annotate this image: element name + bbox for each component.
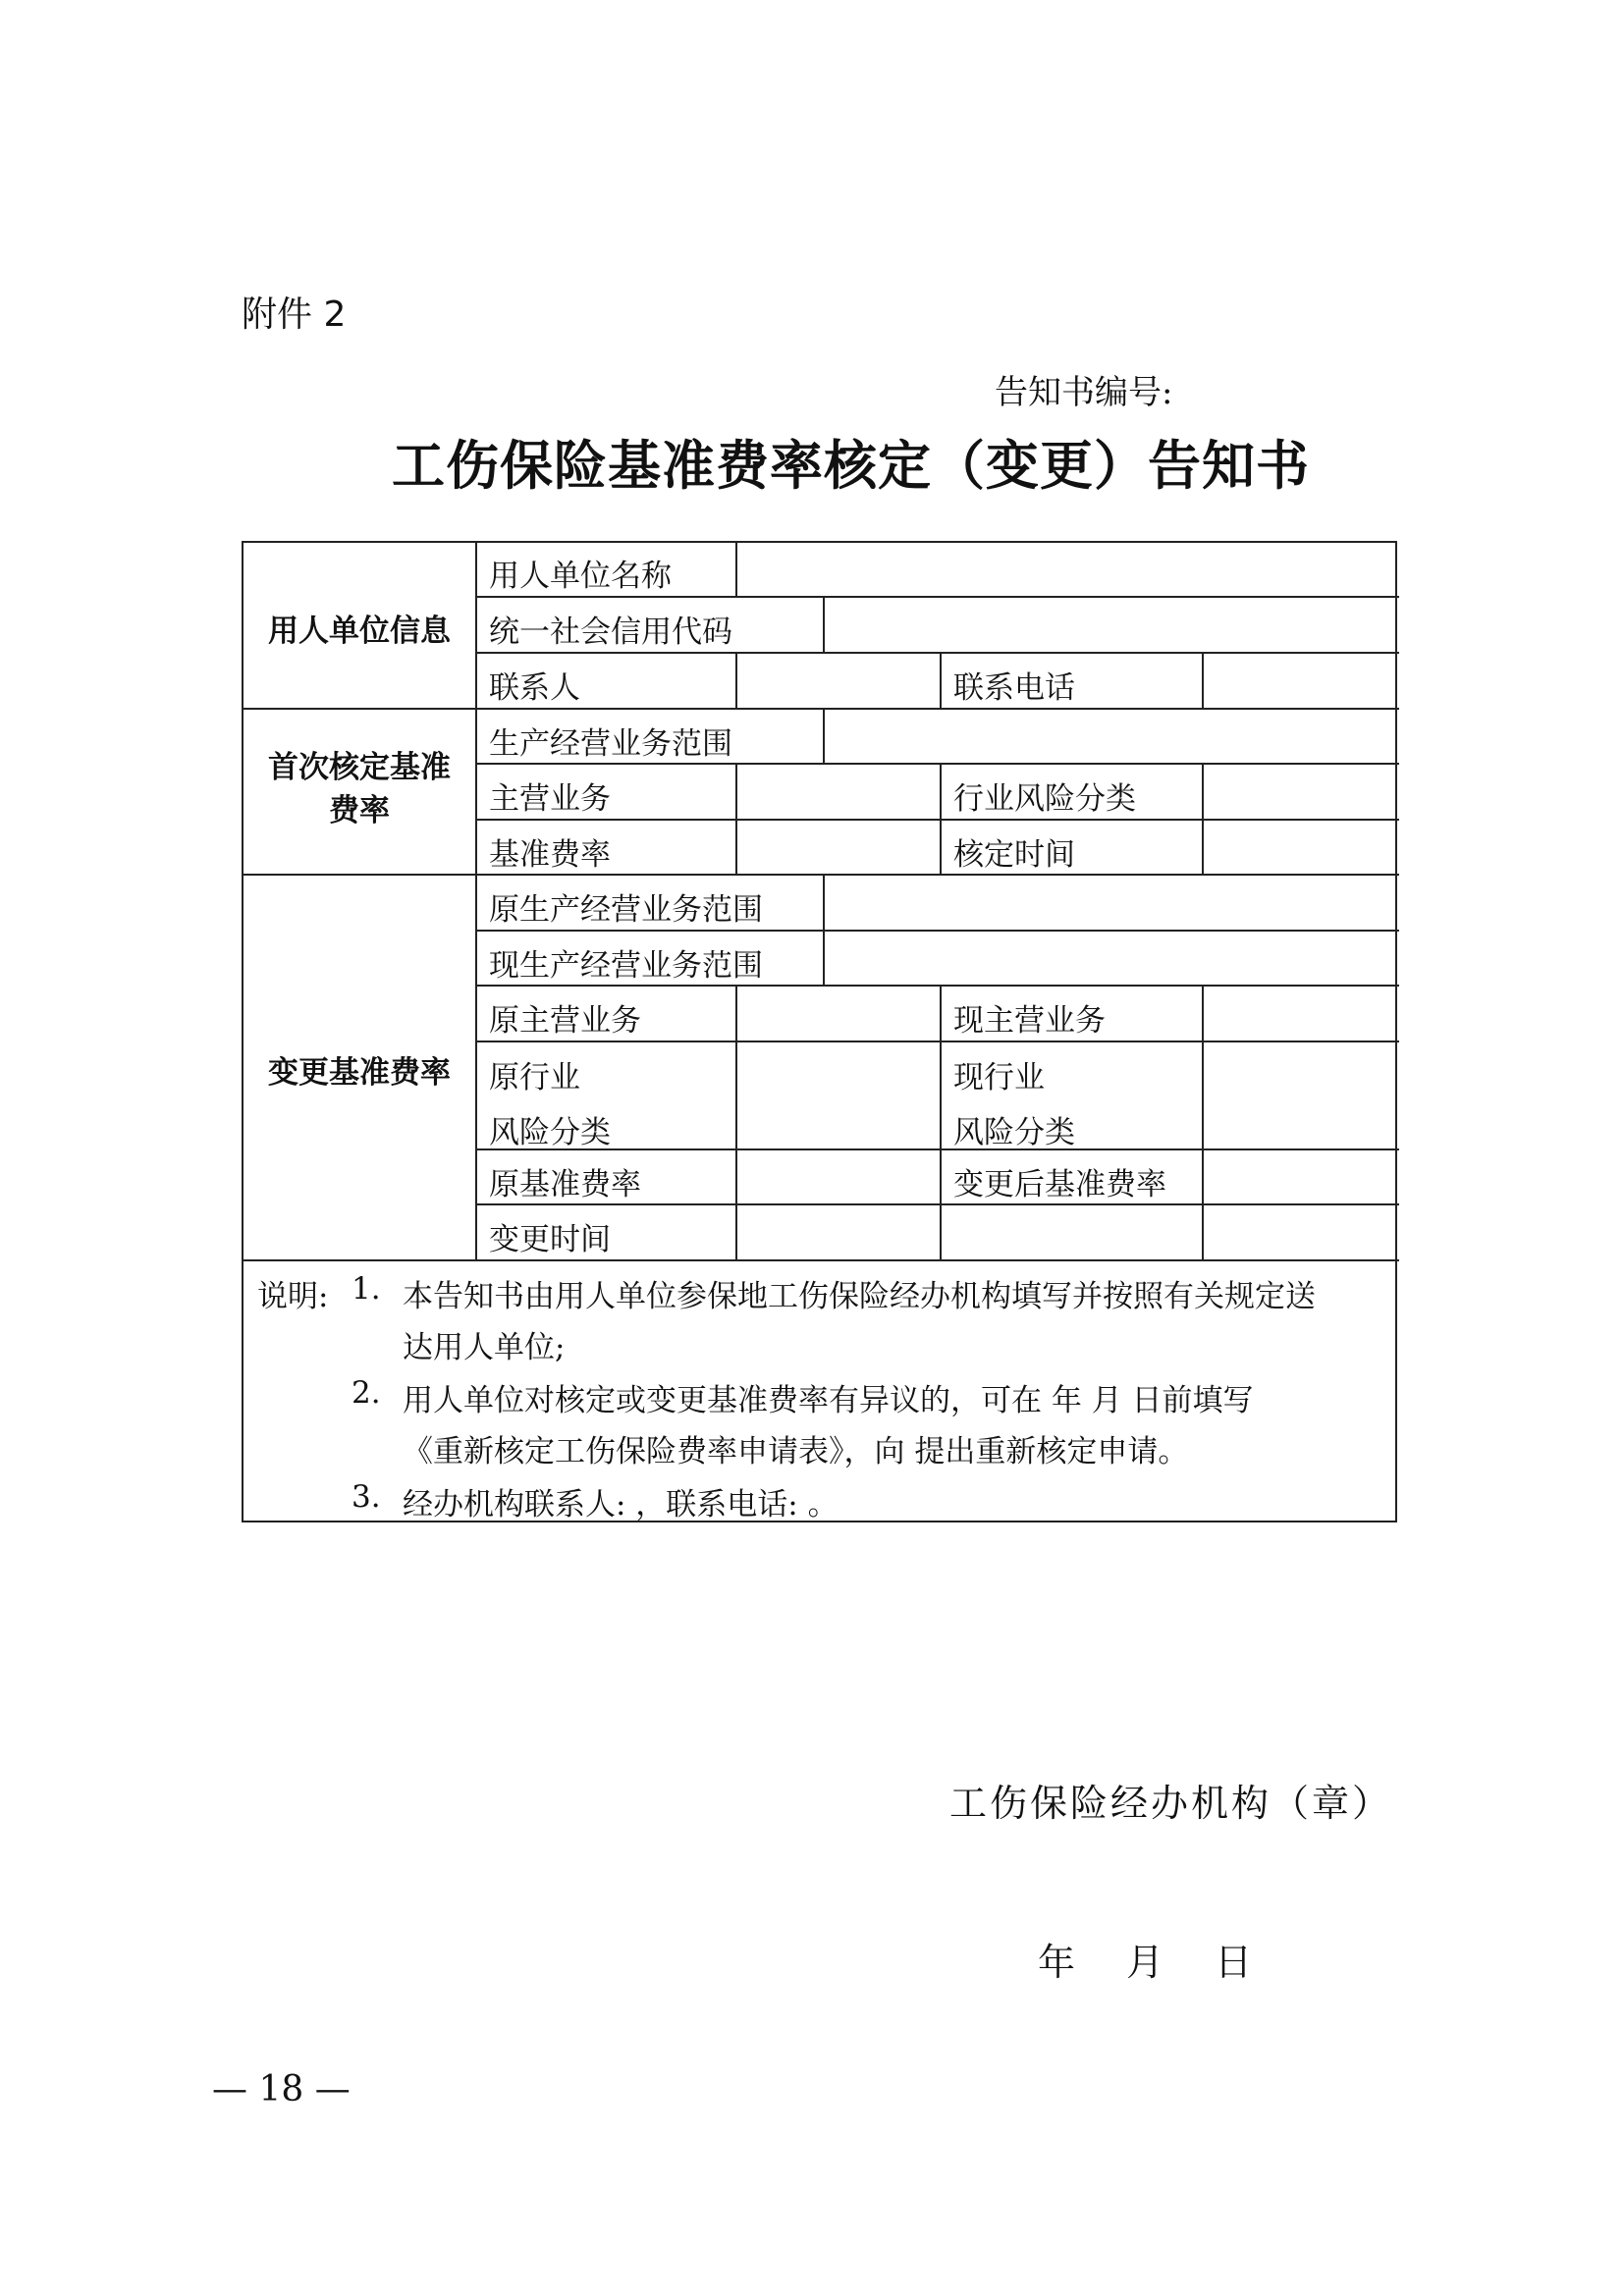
- new-base-rate-label: 变更后基准费率: [953, 1167, 1166, 1202]
- orig-main-business-label: 原主营业务: [489, 1003, 641, 1039]
- note-3-number: 3.: [352, 1479, 381, 1515]
- scope-label: 生产经营业务范围: [489, 726, 732, 762]
- note-1-line2: 达用人单位;: [403, 1330, 566, 1365]
- orig-base-rate-label: 原基准费率: [489, 1167, 641, 1202]
- note-2-number: 2.: [352, 1375, 381, 1411]
- notice-number-label: 告知书编号:: [995, 373, 1173, 412]
- section-employer-info: 用人单位信息: [268, 614, 451, 649]
- note-3-line1: 经办机构联系人: ，联系电话: 。: [403, 1487, 839, 1522]
- section-initial-rate: [243, 746, 475, 832]
- note-2-line1: 用人单位对核定或变更基准费率有异议的，可在 年 月 日前填写: [403, 1383, 1254, 1418]
- orig-risk-line1: 原行业: [489, 1060, 580, 1095]
- orig-risk-class-label: [489, 1050, 611, 1160]
- employer-name-label: 用人单位名称: [489, 559, 672, 594]
- orig-scope-label: 原生产经营业务范围: [489, 892, 763, 928]
- curr-risk-class-label: [953, 1050, 1075, 1160]
- page-number: — 18 —: [212, 2069, 351, 2109]
- contact-label: 联系人: [489, 670, 580, 706]
- orig-risk-line2: 风险分类: [489, 1115, 611, 1150]
- curr-main-business-label: 现主营业务: [953, 1003, 1106, 1039]
- note-2-line2: 《重新核定工伤保险费率申请表》，向 提出重新核定申请。: [403, 1434, 1189, 1469]
- base-rate-label: 基准费率: [489, 837, 611, 873]
- phone-label: 联系电话: [953, 670, 1075, 706]
- section-initial-rate-line2: 费率: [329, 793, 390, 828]
- note-1-line1: 本告知书由用人单位参保地工伤保险经办机构填写并按照有关规定送: [403, 1279, 1316, 1314]
- signature-date: 年 月 日: [1038, 1941, 1253, 1984]
- notes-prefix: 说明:: [257, 1279, 329, 1314]
- change-date-label: 变更时间: [489, 1222, 611, 1257]
- attachment-label: 附件 2: [242, 294, 347, 335]
- curr-risk-line1: 现行业: [953, 1060, 1045, 1095]
- curr-scope-label: 现生产经营业务范围: [489, 948, 763, 984]
- agency-stamp-label: 工伤保险经办机构（章）: [949, 1782, 1393, 1825]
- notice-form-table: [242, 541, 1397, 1522]
- approval-date-label: 核定时间: [953, 837, 1075, 873]
- curr-risk-line2: 风险分类: [953, 1115, 1075, 1150]
- risk-class-label: 行业风险分类: [953, 781, 1136, 817]
- section-change-rate: 变更基准费率: [268, 1055, 451, 1091]
- section-initial-rate-line1: 首次核定基准: [268, 750, 451, 785]
- note-1-number: 1.: [352, 1271, 381, 1307]
- main-business-label: 主营业务: [489, 781, 611, 817]
- document-title: 工伤保险基准费率核定（变更）告知书: [392, 435, 1310, 497]
- credit-code-label: 统一社会信用代码: [489, 614, 732, 650]
